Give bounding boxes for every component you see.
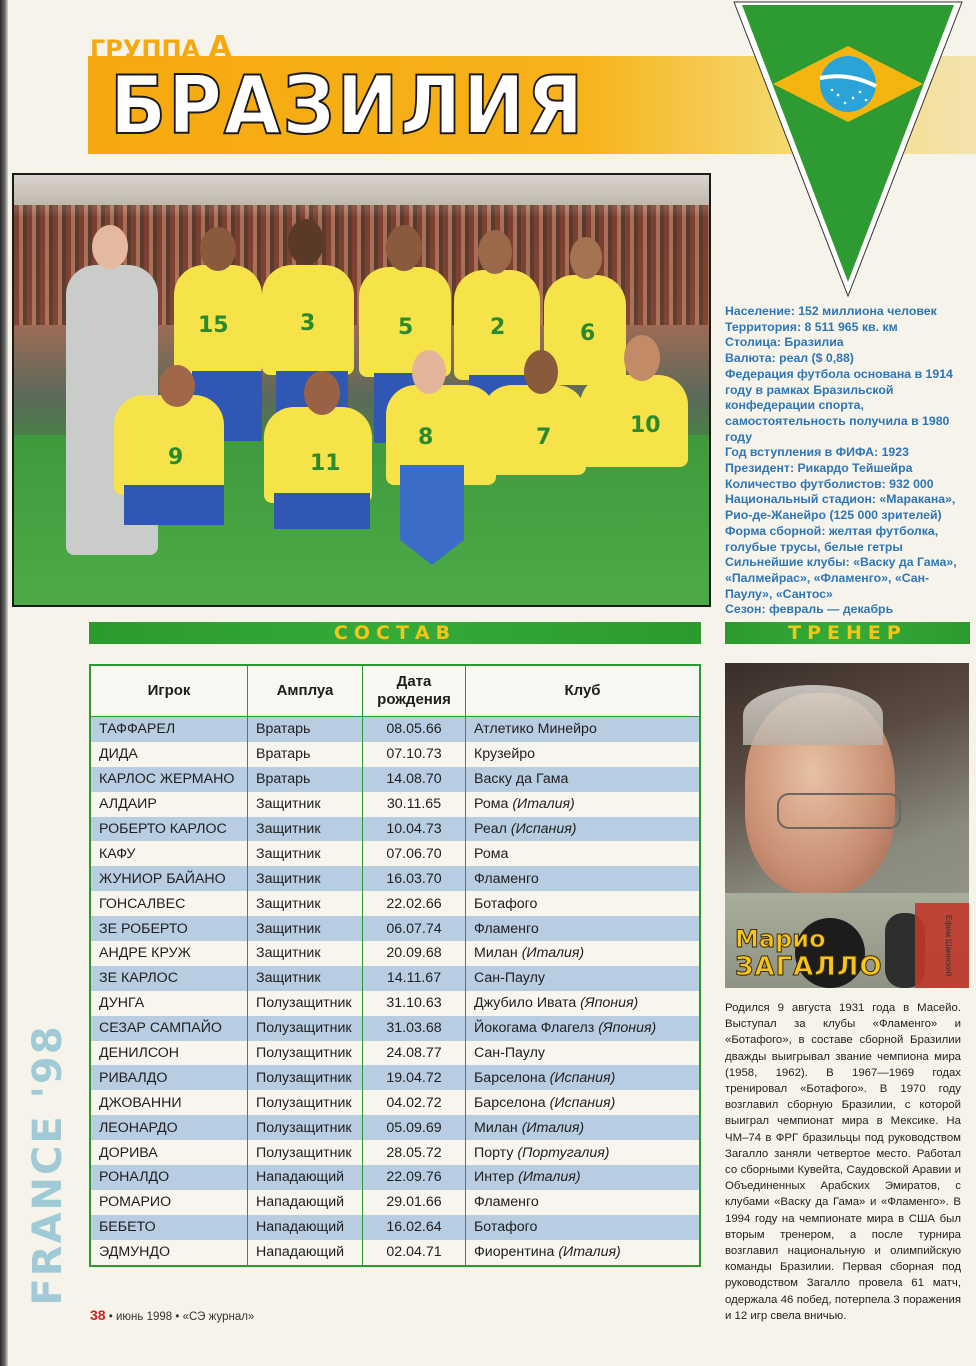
position-cell: Полузащитник xyxy=(248,1115,363,1140)
page-number: 38 xyxy=(90,1307,106,1323)
club-name: Джубило Ивата xyxy=(474,995,577,1012)
table-row xyxy=(90,792,700,817)
position-cell: Нападающий xyxy=(248,1165,363,1190)
player-head xyxy=(200,227,236,271)
club-country: (Италия) xyxy=(521,1119,585,1136)
shirt-number: 7 xyxy=(536,425,552,450)
column-header-player: Игрок xyxy=(90,665,248,717)
info-fifa-year: Год вступления в ФИФА: 1923 xyxy=(725,445,909,460)
club-cell xyxy=(466,1190,701,1215)
club-country: (Япония) xyxy=(598,1020,657,1037)
player-head xyxy=(524,350,558,394)
shirt-number: 15 xyxy=(198,313,229,338)
club-country: (Испания) xyxy=(549,1094,616,1111)
dob-cell: 24.08.77 xyxy=(363,1041,466,1066)
info-territory: Территория: 8 511 965 кв. км xyxy=(725,319,898,334)
info-capital: Столица: Бразилиа xyxy=(725,335,844,350)
dob-cell: 31.03.68 xyxy=(363,1016,466,1041)
player-cell: ГОНСАЛВЕС xyxy=(90,891,248,916)
table-row xyxy=(90,1140,700,1165)
column-header-position: Амплуа xyxy=(248,665,363,717)
dob-cell: 10.04.73 xyxy=(363,817,466,842)
position-cell: Полузащитник xyxy=(248,991,363,1016)
position-cell: Вратарь xyxy=(248,767,363,792)
table-row xyxy=(90,916,700,941)
club-name: Барселона xyxy=(474,1094,546,1111)
dob-cell: 04.02.72 xyxy=(363,1090,466,1115)
club-name: Йокогама Флагелз xyxy=(474,1020,595,1037)
info-currency: Валюта: реал ($ 0,88) xyxy=(725,351,854,366)
column-header-dob: Дата рождения xyxy=(363,665,466,717)
dob-cell: 30.11.65 xyxy=(363,792,466,817)
shirt-number: 8 xyxy=(418,425,434,450)
dob-cell: 22.02.66 xyxy=(363,891,466,916)
player-cell: ДОРИВА xyxy=(90,1140,248,1165)
dob-cell: 07.10.73 xyxy=(363,742,466,767)
player-head xyxy=(478,230,512,274)
issue-date: • июнь 1998 • xyxy=(108,1311,180,1323)
player-head xyxy=(624,335,660,381)
dob-cell: 20.09.68 xyxy=(363,941,466,966)
club-name: Фиорентина xyxy=(474,1244,555,1261)
table-row xyxy=(90,1215,700,1240)
dob-cell: 19.04.72 xyxy=(363,1065,466,1090)
position-cell: Защитник xyxy=(248,916,363,941)
page-spine-shadow xyxy=(0,0,8,1366)
club-country: (Италия) xyxy=(558,1244,621,1261)
brazil-flag-pennant-icon xyxy=(728,0,968,300)
dob-cell: 16.03.70 xyxy=(363,866,466,891)
photo-credit: Ефим Шаинский xyxy=(944,915,953,977)
club-name: Сан-Паулу xyxy=(474,1045,545,1062)
club-name: Реал xyxy=(474,821,507,837)
player-head xyxy=(412,350,446,394)
player-cell: СЕЗАР САМПАЙО xyxy=(90,1016,248,1041)
player-head xyxy=(570,237,602,279)
club-name: Сан-Паулу xyxy=(474,970,545,987)
club-country: (Испания) xyxy=(549,1069,616,1086)
club-country: (Япония) xyxy=(580,995,639,1012)
table-row xyxy=(90,966,700,991)
position-cell: Защитник xyxy=(248,891,363,916)
team-photo xyxy=(12,173,711,607)
player-cell: АЛДАИР xyxy=(90,792,248,817)
club-name: Васку да Гама xyxy=(474,771,569,788)
position-cell: Вратарь xyxy=(248,742,363,767)
dob-cell: 02.04.71 xyxy=(363,1240,466,1266)
coach-last-name: ЗАГАЛЛО xyxy=(735,952,883,982)
side-brand xyxy=(18,1024,78,1306)
position-cell: Защитник xyxy=(248,792,363,817)
position-cell: Полузащитник xyxy=(248,1041,363,1066)
club-cell xyxy=(466,991,701,1016)
position-cell: Нападающий xyxy=(248,1215,363,1240)
position-cell: Полузащитник xyxy=(248,1016,363,1041)
coach-first-name: Марио xyxy=(735,925,826,953)
club-name: Ботафого xyxy=(474,895,538,912)
club-country: (Италия) xyxy=(521,945,585,962)
table-header-row xyxy=(90,665,700,717)
info-kit: Форма сборной: желтая футболка, голубые трусы, белые гетры xyxy=(725,523,939,554)
player-cell: ЗЕ КАРЛОС xyxy=(90,966,248,991)
country-info xyxy=(725,304,975,618)
table-row xyxy=(90,941,700,966)
club-name: Порту xyxy=(474,1144,514,1161)
club-name: Рома xyxy=(474,796,509,813)
info-stadium: Национальный стадион: «Маракана», Рио-де-Жанейро (125 000 зрителей) xyxy=(725,492,956,523)
coach-hair xyxy=(743,685,883,745)
player-cell: ЛЕОНАРДО xyxy=(90,1115,248,1140)
table-row xyxy=(90,1041,700,1066)
club-cell xyxy=(466,767,701,792)
player-head xyxy=(304,371,340,415)
dob-cell: 14.11.67 xyxy=(363,966,466,991)
player-cell: ДУНГА xyxy=(90,991,248,1016)
player-cell: РОМАРИО xyxy=(90,1190,248,1215)
club-cell xyxy=(466,792,701,817)
position-cell: Полузащитник xyxy=(248,1065,363,1090)
club-name: Интер xyxy=(474,1169,515,1186)
player-cell: БЕБЕТО xyxy=(90,1215,248,1240)
club-cell xyxy=(466,941,701,966)
table-row xyxy=(90,991,700,1016)
club-cell xyxy=(466,817,701,842)
player-cell: РОНАЛДО xyxy=(90,1165,248,1190)
microphone-icon xyxy=(915,903,969,988)
shirt-number: 3 xyxy=(300,311,316,336)
club-cell xyxy=(466,717,701,742)
position-cell: Полузащитник xyxy=(248,1140,363,1165)
table-row xyxy=(90,1065,700,1090)
player-head xyxy=(288,219,324,265)
club-cell xyxy=(466,1041,701,1066)
shirt-number: 5 xyxy=(398,315,414,340)
position-cell: Защитник xyxy=(248,941,363,966)
club-cell xyxy=(466,1215,701,1240)
club-name: Фламенго xyxy=(474,870,539,887)
table-row xyxy=(90,767,700,792)
table-row xyxy=(90,841,700,866)
player-cell: ЭДМУНДО xyxy=(90,1240,248,1266)
coach-name xyxy=(735,925,883,981)
dob-cell: 08.05.66 xyxy=(363,717,466,742)
dob-cell: 28.05.72 xyxy=(363,1140,466,1165)
shirt-number: 11 xyxy=(310,451,341,476)
dob-cell: 14.08.70 xyxy=(363,767,466,792)
player-cell: ДЕНИЛСОН xyxy=(90,1041,248,1066)
squad-section-bar: СОСТАВ xyxy=(89,622,701,644)
position-cell: Защитник xyxy=(248,817,363,842)
info-season: Сезон: февраль — декабрь xyxy=(725,602,894,617)
coach-bio: Родился 9 августа 1931 года в Масейо. Выступал за клубы «Фламенго» и «Ботафого», в составе сборной Бразилии дважды выигрывал звание чемпиона мира (1958, 1962). В 1967—1969 годах тренировал «Ботафого». В 1970 году возглавил сборную Бразилии, с которой выиграл чемпионат мира в Мексике. На ЧМ–74 в ФРГ бразильцы под руководством Загалло заняли четвертое место. Работал со сборными Кувейта, Саудовской Аравии и Объединенных Арабских Эмиратов, с клубами «Васку да Гама» и «Фламенго». В 1994 году на чемпионате мира в США был вторым тренером, а после турнира возглавил национальную и олимпийскую команды Бразилии. Первая сборная под руководством Загалло провела 61 матч, одержала 46 побед, потерпела 3 поражения и 12 игр свела вничью. xyxy=(725,1002,961,1322)
dob-cell: 05.09.69 xyxy=(363,1115,466,1140)
page-title: БРАЗИЛИЯ xyxy=(110,59,586,152)
club-name: Атлетико Минейро xyxy=(474,721,597,738)
club-cell xyxy=(466,966,701,991)
club-cell xyxy=(466,1165,701,1190)
magazine-name: «СЭ журнал» xyxy=(182,1311,255,1323)
position-cell: Вратарь xyxy=(248,717,363,742)
table-row xyxy=(90,717,700,742)
club-country: (Португалия) xyxy=(517,1144,610,1161)
player-cell: РОБЕРТО КАРЛОС xyxy=(90,817,248,842)
table-row xyxy=(90,1240,700,1266)
table-row xyxy=(90,1190,700,1215)
table-row xyxy=(90,742,700,767)
dob-cell: 16.02.64 xyxy=(363,1215,466,1240)
club-cell xyxy=(466,742,701,767)
club-name: Крузейро xyxy=(474,746,536,763)
table-row xyxy=(90,1090,700,1115)
shirt-number: 10 xyxy=(630,413,661,438)
table-row xyxy=(90,1165,700,1190)
coach-photo xyxy=(725,663,969,988)
player-cell: ДИДА xyxy=(90,742,248,767)
player-head xyxy=(92,225,128,269)
info-president: Президент: Рикардо Тейшейра xyxy=(725,461,913,476)
club-cell xyxy=(466,1140,701,1165)
club-name: Фламенго xyxy=(474,920,539,937)
position-cell: Нападающий xyxy=(248,1240,363,1266)
player-head xyxy=(159,365,195,407)
club-cell xyxy=(466,1090,701,1115)
player-head xyxy=(386,225,422,271)
position-cell: Защитник xyxy=(248,966,363,991)
player-cell: ЖУНИОР БАЙАНО xyxy=(90,866,248,891)
position-cell: Полузащитник xyxy=(248,1090,363,1115)
dob-cell: 06.07.74 xyxy=(363,916,466,941)
page-footer xyxy=(90,1307,254,1323)
dob-cell: 07.06.70 xyxy=(363,841,466,866)
info-top-clubs: Сильнейшие клубы: «Васку да Гама», «Палмейрас», «Фламенго», «Сан-Паулу», «Сантос» xyxy=(725,555,957,601)
player-cell: КАРЛОС ЖЕРМАНО xyxy=(90,767,248,792)
dob-cell: 31.10.63 xyxy=(363,991,466,1016)
club-cell xyxy=(466,1016,701,1041)
table-row xyxy=(90,1016,700,1041)
player-shorts xyxy=(124,485,224,525)
club-name: Милан xyxy=(474,945,518,962)
front-row-player xyxy=(482,385,586,475)
player-cell: РИВАЛДО xyxy=(90,1065,248,1090)
table-row xyxy=(90,817,700,842)
club-country: (Испания) xyxy=(510,821,577,837)
table-row xyxy=(90,891,700,916)
player-cell: ДЖОВАННИ xyxy=(90,1090,248,1115)
shirt-number: 9 xyxy=(168,445,184,470)
club-cell xyxy=(466,841,701,866)
position-cell: Нападающий xyxy=(248,1190,363,1215)
position-cell: Защитник xyxy=(248,841,363,866)
club-name: Барселона xyxy=(474,1069,546,1086)
table-row xyxy=(90,866,700,891)
club-name: Рома xyxy=(474,845,509,862)
table-row xyxy=(90,1115,700,1140)
club-cell xyxy=(466,1240,701,1266)
info-population: Население: 152 миллиона человек xyxy=(725,304,937,318)
club-country: (Италия) xyxy=(512,796,575,813)
player-shorts xyxy=(274,493,370,529)
club-country: (Италия) xyxy=(518,1169,581,1186)
group-label-text: ГРУППА xyxy=(90,35,201,63)
group-letter: А xyxy=(208,30,232,65)
shirt-number: 6 xyxy=(580,321,596,346)
dob-cell: 22.09.76 xyxy=(363,1165,466,1190)
squad-table xyxy=(89,664,701,1267)
player-cell: ЗЕ РОБЕРТО xyxy=(90,916,248,941)
info-federation: Федерация футбола основана в 1914 году в рамках Бразильской конфедерации спорта, самостоятельность получила в 1980 году xyxy=(725,366,953,444)
player-cell: КАФУ xyxy=(90,841,248,866)
info-players-count: Количество футболистов: 932 000 xyxy=(725,476,934,491)
club-cell xyxy=(466,1065,701,1090)
position-cell: Защитник xyxy=(248,866,363,891)
squad-table-body xyxy=(90,717,700,1266)
club-cell xyxy=(466,891,701,916)
dob-cell: 29.01.66 xyxy=(363,1190,466,1215)
shirt-number: 2 xyxy=(490,315,506,340)
club-name: Ботафого xyxy=(474,1219,538,1236)
club-cell xyxy=(466,916,701,941)
club-name: Фламенго xyxy=(474,1194,539,1211)
player-cell: АНДРЕ КРУЖ xyxy=(90,941,248,966)
column-header-club: Клуб xyxy=(466,665,701,717)
club-cell xyxy=(466,1115,701,1140)
club-cell xyxy=(466,866,701,891)
glasses-icon xyxy=(777,793,901,829)
player-cell: ТАФФАРЕЛ xyxy=(90,717,248,742)
club-name: Милан xyxy=(474,1119,518,1136)
side-brand-text: FRANCE '98 xyxy=(25,1024,71,1306)
coach-section-bar: ТРЕНЕР xyxy=(725,622,970,644)
